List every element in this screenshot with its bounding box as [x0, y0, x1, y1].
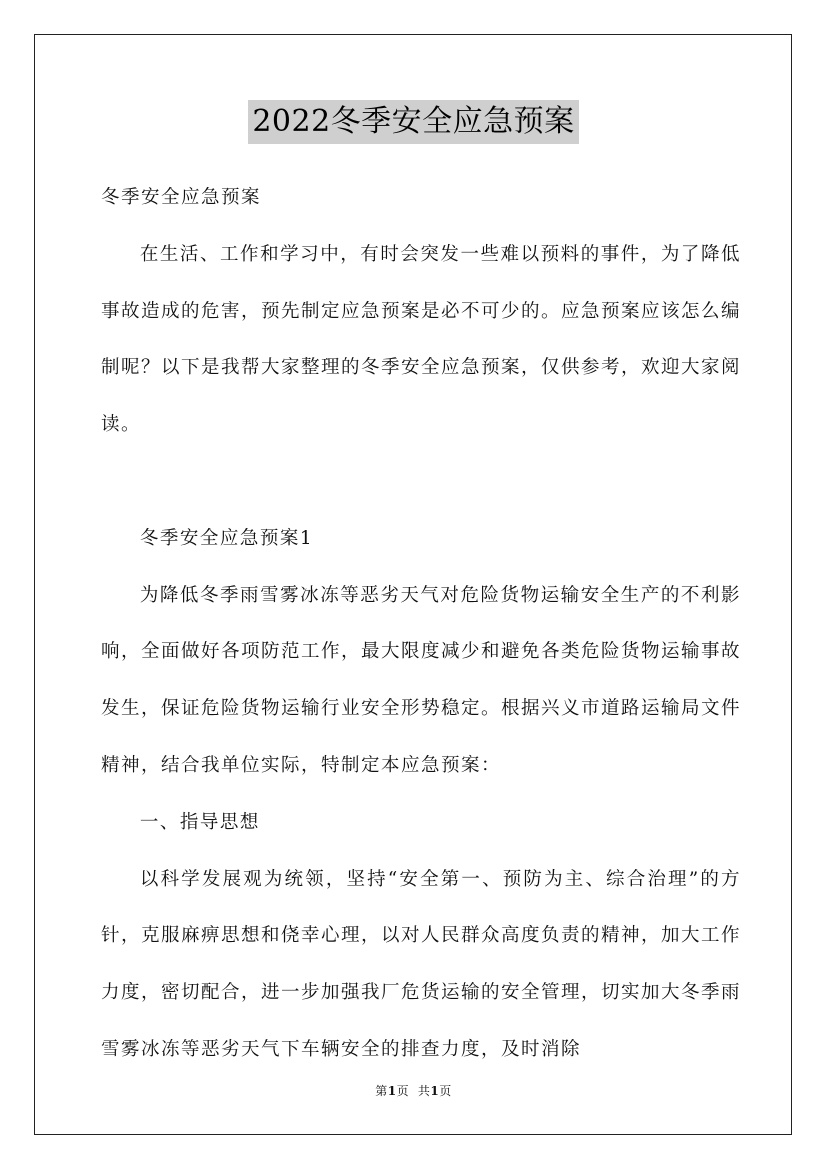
heading-guiding-ideology: 一、指导思想 [139, 811, 260, 833]
page-prefix: 第 [375, 1084, 388, 1098]
document-title-text: 2022冬季安全应急预案 [248, 100, 578, 144]
document-subtitle: 冬季安全应急预案 [101, 187, 262, 208]
section-heading: 冬季安全应急预案1 [139, 527, 314, 549]
total-prefix: 共 [417, 1084, 431, 1098]
page-unit: 页 [396, 1084, 410, 1098]
page-number: 1 [387, 1084, 397, 1098]
total-unit: 页 [439, 1084, 452, 1098]
blank-line [101, 454, 741, 511]
intro-paragraph: 在生活、工作和学习中，有时会突发一些难以预料的事件，为了降低事故造成的危害，预先制定应急预案是必不可少的。应急预案应该怎么编制呢？以下是我帮大家整理的冬季安全应急预案，仅供参考，欢迎大家阅读。 [101, 243, 742, 436]
document-body [101, 170, 741, 1079]
body-paragraph: 以科学发展观为统领，坚持“安全第一、预防为主、综合治理”的方针，克服麻痹思想和侥幸心理，以对人民群众高度负责的精神，加大工作力度，密切配合，进一步加强我厂危货运输的安全管理，切实加大冬季雨雪雾冰冻等恶劣天气下车辆安全的排查力度，及时消除 [101, 868, 742, 1060]
document-title [0, 100, 827, 144]
body-paragraph: 为降低冬季雨雪雾冰冻等恶劣天气对危险货物运输安全生产的不利影响，全面做好各项防范工作，最大限度减少和避免各类危险货物运输事故发生，保证危险货物运输行业安全形势稳定。根据兴义市道路运输局文件精神，结合我单位实际，特制定本应急预案： [101, 584, 742, 776]
page-footer [0, 1083, 827, 1099]
total-pages: 1 [430, 1084, 440, 1098]
